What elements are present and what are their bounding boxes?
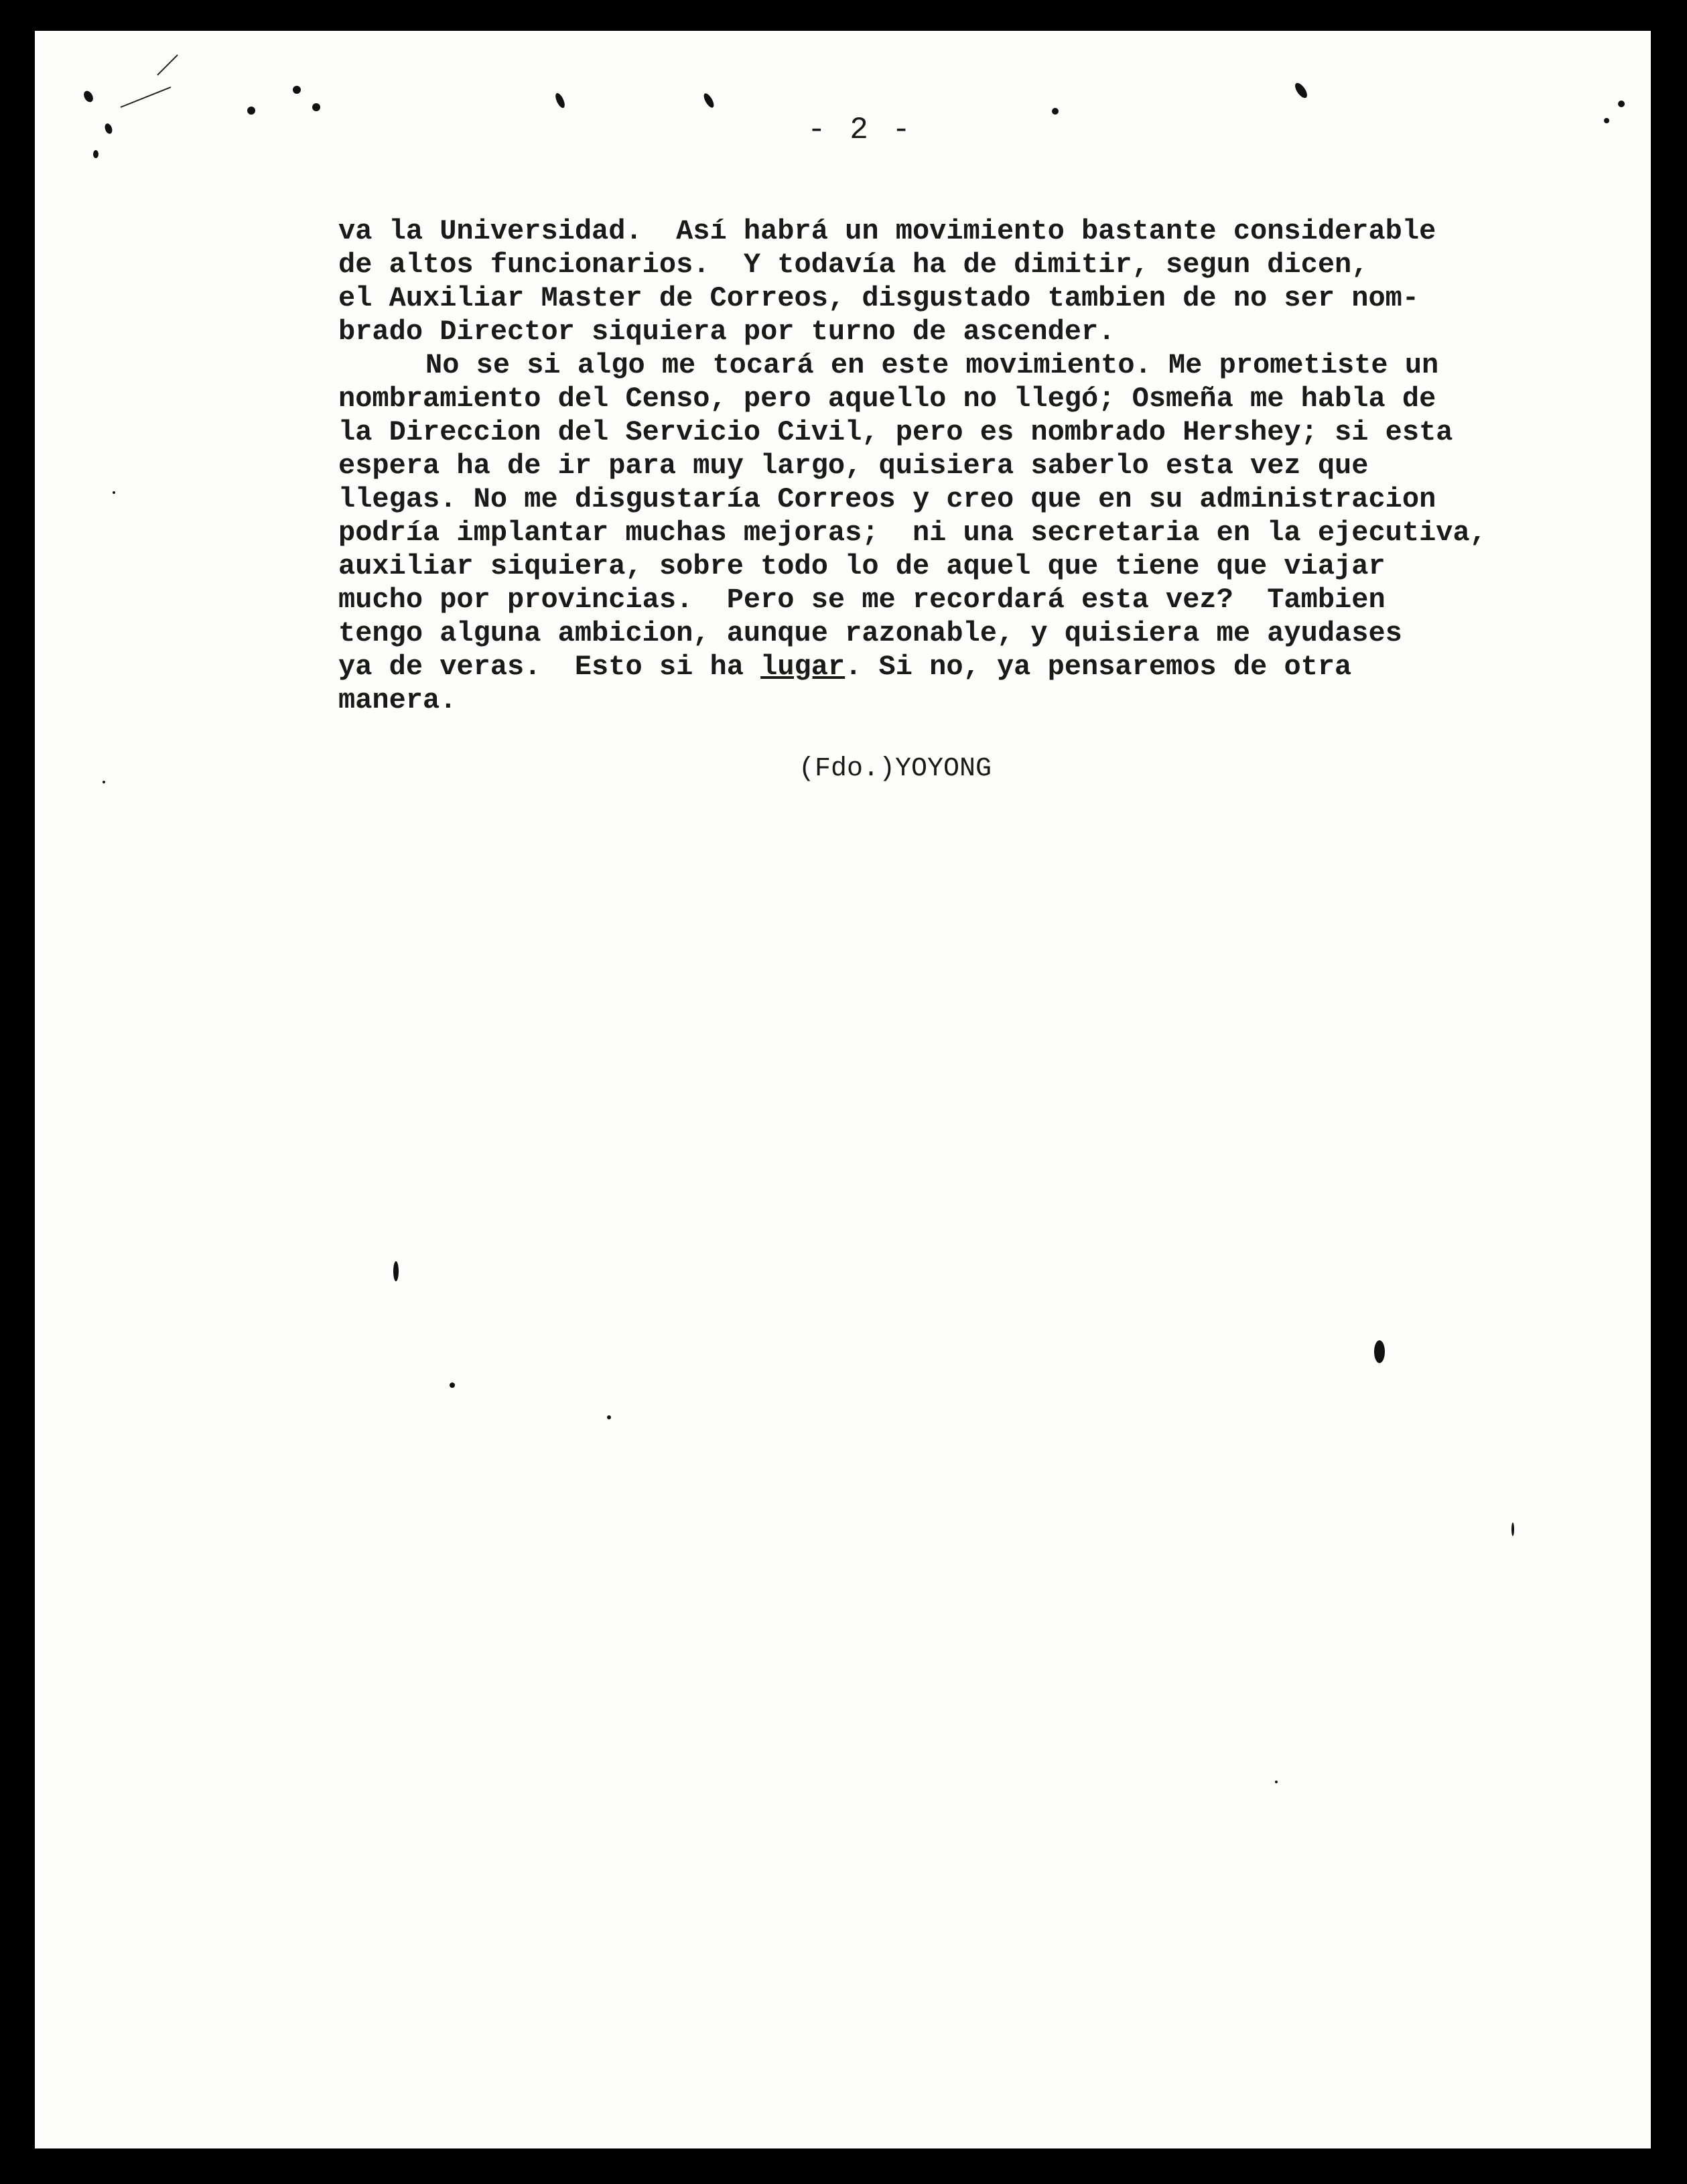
letter-line: va la Universidad. Así habrá un movimiento bastante considerable bbox=[338, 215, 1436, 247]
letter-body bbox=[338, 214, 1517, 717]
letter-line-end: . Si no, ya pensaremos de otra bbox=[845, 651, 1352, 683]
letter-line: de altos funcionarios. Y todavía ha de dimitir, segun dicen, bbox=[338, 249, 1369, 281]
letter-line: auxiliar siquiera, sobre todo lo de aquel que tiene que viajar bbox=[338, 550, 1386, 582]
letter-line: manera. bbox=[338, 684, 457, 716]
letter-line: llegas. No me disgustaría Correos y creo que en su administracion bbox=[338, 483, 1436, 515]
letter-line: brado Director siquiera por turno de ascender. bbox=[338, 316, 1116, 348]
letter-line: la Direccion del Servicio Civil, pero es nombrado Hershey; si esta bbox=[338, 416, 1453, 448]
letter-line: No se si algo me tocará en este movimiento. Me prometiste un bbox=[425, 349, 1439, 381]
letter-line: mucho por provincias. Pero se me recordará esta vez? Tambien bbox=[338, 584, 1386, 616]
letter-line: nombramiento del Censo, pero aquello no llegó; Osmeña me habla de bbox=[338, 383, 1436, 415]
letter-line: el Auxiliar Master de Correos, disgustado tambien de no ser nom- bbox=[338, 282, 1420, 314]
underlined-word: lugar bbox=[760, 651, 846, 683]
letter-line bbox=[338, 650, 1517, 684]
letter-line: espera ha de ir para muy largo, quisiera saberlo esta vez que bbox=[338, 450, 1369, 482]
letter-line: tengo alguna ambicion, aunque razonable, y quisiera me ayudases bbox=[338, 617, 1402, 649]
letter-line: podría implantar muchas mejoras; ni una secretaria en la ejecutiva, bbox=[338, 517, 1487, 549]
signature: (Fdo.)YOYONG bbox=[799, 754, 992, 784]
page-number: - 2 - bbox=[807, 113, 914, 147]
letter-line-start: ya de veras. Esto si ha bbox=[338, 651, 761, 683]
